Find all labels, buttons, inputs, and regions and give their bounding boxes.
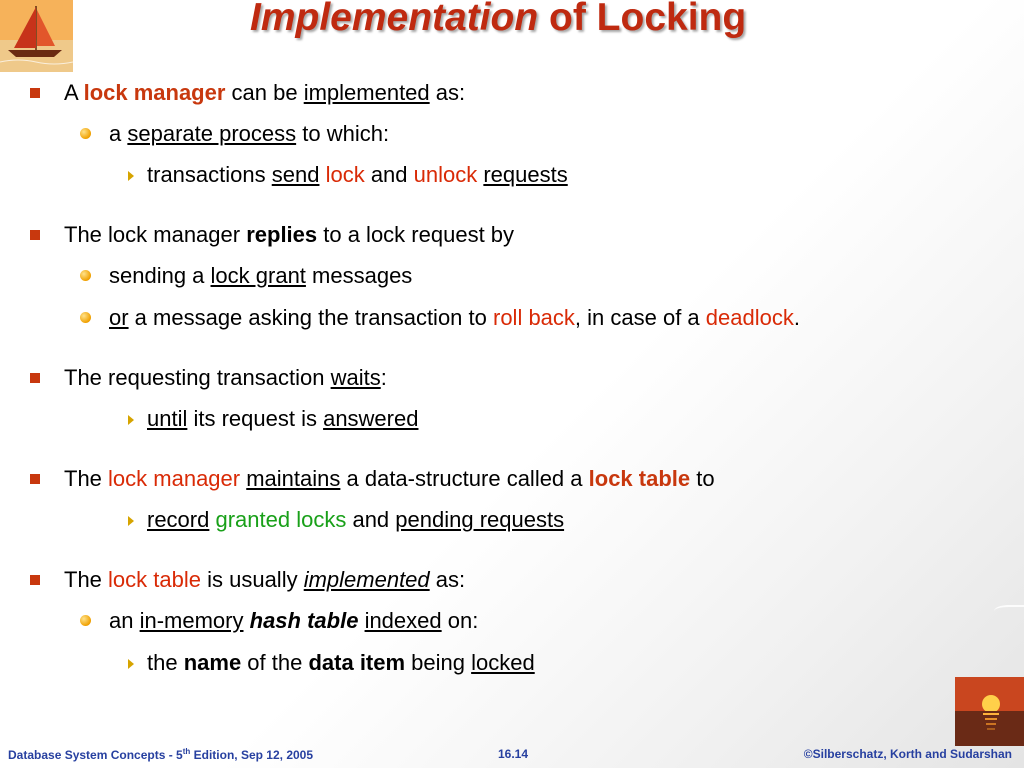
text: . — [793, 305, 800, 330]
text: deadlock — [705, 305, 794, 330]
sub-bullet-separate-process — [109, 121, 389, 147]
square-bullet-icon — [30, 373, 40, 383]
text: transactions — [147, 162, 272, 187]
sub-sub-bullet-requests — [147, 162, 568, 188]
footer-left — [8, 747, 313, 762]
text: separate process — [127, 121, 297, 146]
text: , in case of a — [574, 305, 706, 330]
decorative-wave — [994, 605, 1024, 617]
text: its request is — [187, 406, 324, 431]
text: lock manager — [108, 466, 241, 491]
text: record — [147, 507, 210, 532]
text: a — [109, 121, 128, 146]
text: as: — [429, 80, 466, 105]
text: a data-structure called a — [340, 466, 589, 491]
dot-bullet-icon — [80, 615, 91, 626]
square-bullet-icon — [30, 474, 40, 484]
text: to — [690, 466, 715, 491]
sub-sub-bullet-data-item — [147, 650, 535, 676]
sailboat-logo — [0, 0, 73, 72]
dot-bullet-icon — [80, 128, 91, 139]
text: messages — [305, 263, 413, 288]
arrow-bullet-icon — [128, 415, 134, 425]
text: and — [346, 507, 396, 532]
sub-bullet-lock-grant — [109, 263, 412, 289]
text: is usually — [200, 567, 304, 592]
text: implemented — [303, 80, 430, 105]
footer-text: Database System Concepts - 5 — [8, 748, 183, 762]
text: replies — [246, 222, 318, 247]
text: unlock — [413, 162, 478, 187]
arrow-bullet-icon — [128, 659, 134, 669]
text: roll back — [493, 305, 575, 330]
text: granted locks — [215, 507, 347, 532]
text: The — [64, 466, 109, 491]
text: can be — [225, 80, 304, 105]
text: to which: — [296, 121, 390, 146]
square-bullet-icon — [30, 575, 40, 585]
sunset-image — [955, 677, 1024, 746]
footer-superscript: th — [182, 747, 191, 756]
text: requests — [483, 162, 568, 187]
text: answered — [323, 406, 419, 431]
text: hash table — [249, 608, 359, 633]
text: to a lock request by — [317, 222, 515, 247]
text: and — [364, 162, 414, 187]
text: as: — [429, 567, 466, 592]
title-italic: Implementation — [250, 0, 539, 39]
footer-page-number: 16.14 — [498, 747, 529, 761]
text: data item — [308, 650, 406, 675]
text: maintains — [246, 466, 341, 491]
dot-bullet-icon — [80, 312, 91, 323]
text: on: — [441, 608, 479, 633]
sailboat-icon — [0, 0, 73, 72]
text: pending requests — [395, 507, 565, 532]
sunset-icon — [955, 677, 1024, 746]
text: implemented — [303, 567, 430, 592]
dot-bullet-icon — [80, 270, 91, 281]
text: A — [64, 80, 84, 105]
text: of the — [241, 650, 309, 675]
text: an — [109, 608, 140, 633]
bullet-waits — [64, 365, 387, 391]
text: indexed — [364, 608, 442, 633]
text: waits — [330, 365, 381, 390]
text: The lock manager — [64, 222, 247, 247]
square-bullet-icon — [30, 88, 40, 98]
text: send — [271, 162, 320, 187]
arrow-bullet-icon — [128, 171, 134, 181]
text: lock table — [108, 567, 201, 592]
text: in-memory — [139, 608, 244, 633]
bullet-lock-manager — [64, 80, 465, 106]
text: name — [183, 650, 242, 675]
text: The requesting transaction — [64, 365, 331, 390]
text: sending a — [109, 263, 211, 288]
text: lock manager — [83, 80, 226, 105]
arrow-bullet-icon — [128, 516, 134, 526]
text: lock table — [588, 466, 691, 491]
footer-copyright: ©Silberschatz, Korth and Sudarshan — [803, 747, 1012, 761]
bullet-lock-table — [64, 466, 715, 492]
text: a message asking the transaction to — [128, 305, 493, 330]
sub-sub-bullet-answered — [147, 406, 418, 432]
title-rest: of Locking — [538, 0, 747, 39]
text: locked — [471, 650, 535, 675]
footer-text: Edition, Sep 12, 2005 — [190, 748, 314, 762]
text: : — [380, 365, 387, 390]
slide-title — [250, 0, 746, 40]
text: or — [109, 305, 129, 330]
text: The — [64, 567, 109, 592]
sub-bullet-roll-back — [109, 305, 800, 331]
text: until — [147, 406, 188, 431]
text: lock — [325, 162, 365, 187]
sub-sub-bullet-record — [147, 507, 564, 533]
bullet-replies — [64, 222, 514, 248]
text: being — [405, 650, 472, 675]
text: lock grant — [210, 263, 306, 288]
square-bullet-icon — [30, 230, 40, 240]
bullet-hash-table — [64, 567, 465, 593]
sub-bullet-in-memory — [109, 608, 478, 634]
text: the — [147, 650, 184, 675]
